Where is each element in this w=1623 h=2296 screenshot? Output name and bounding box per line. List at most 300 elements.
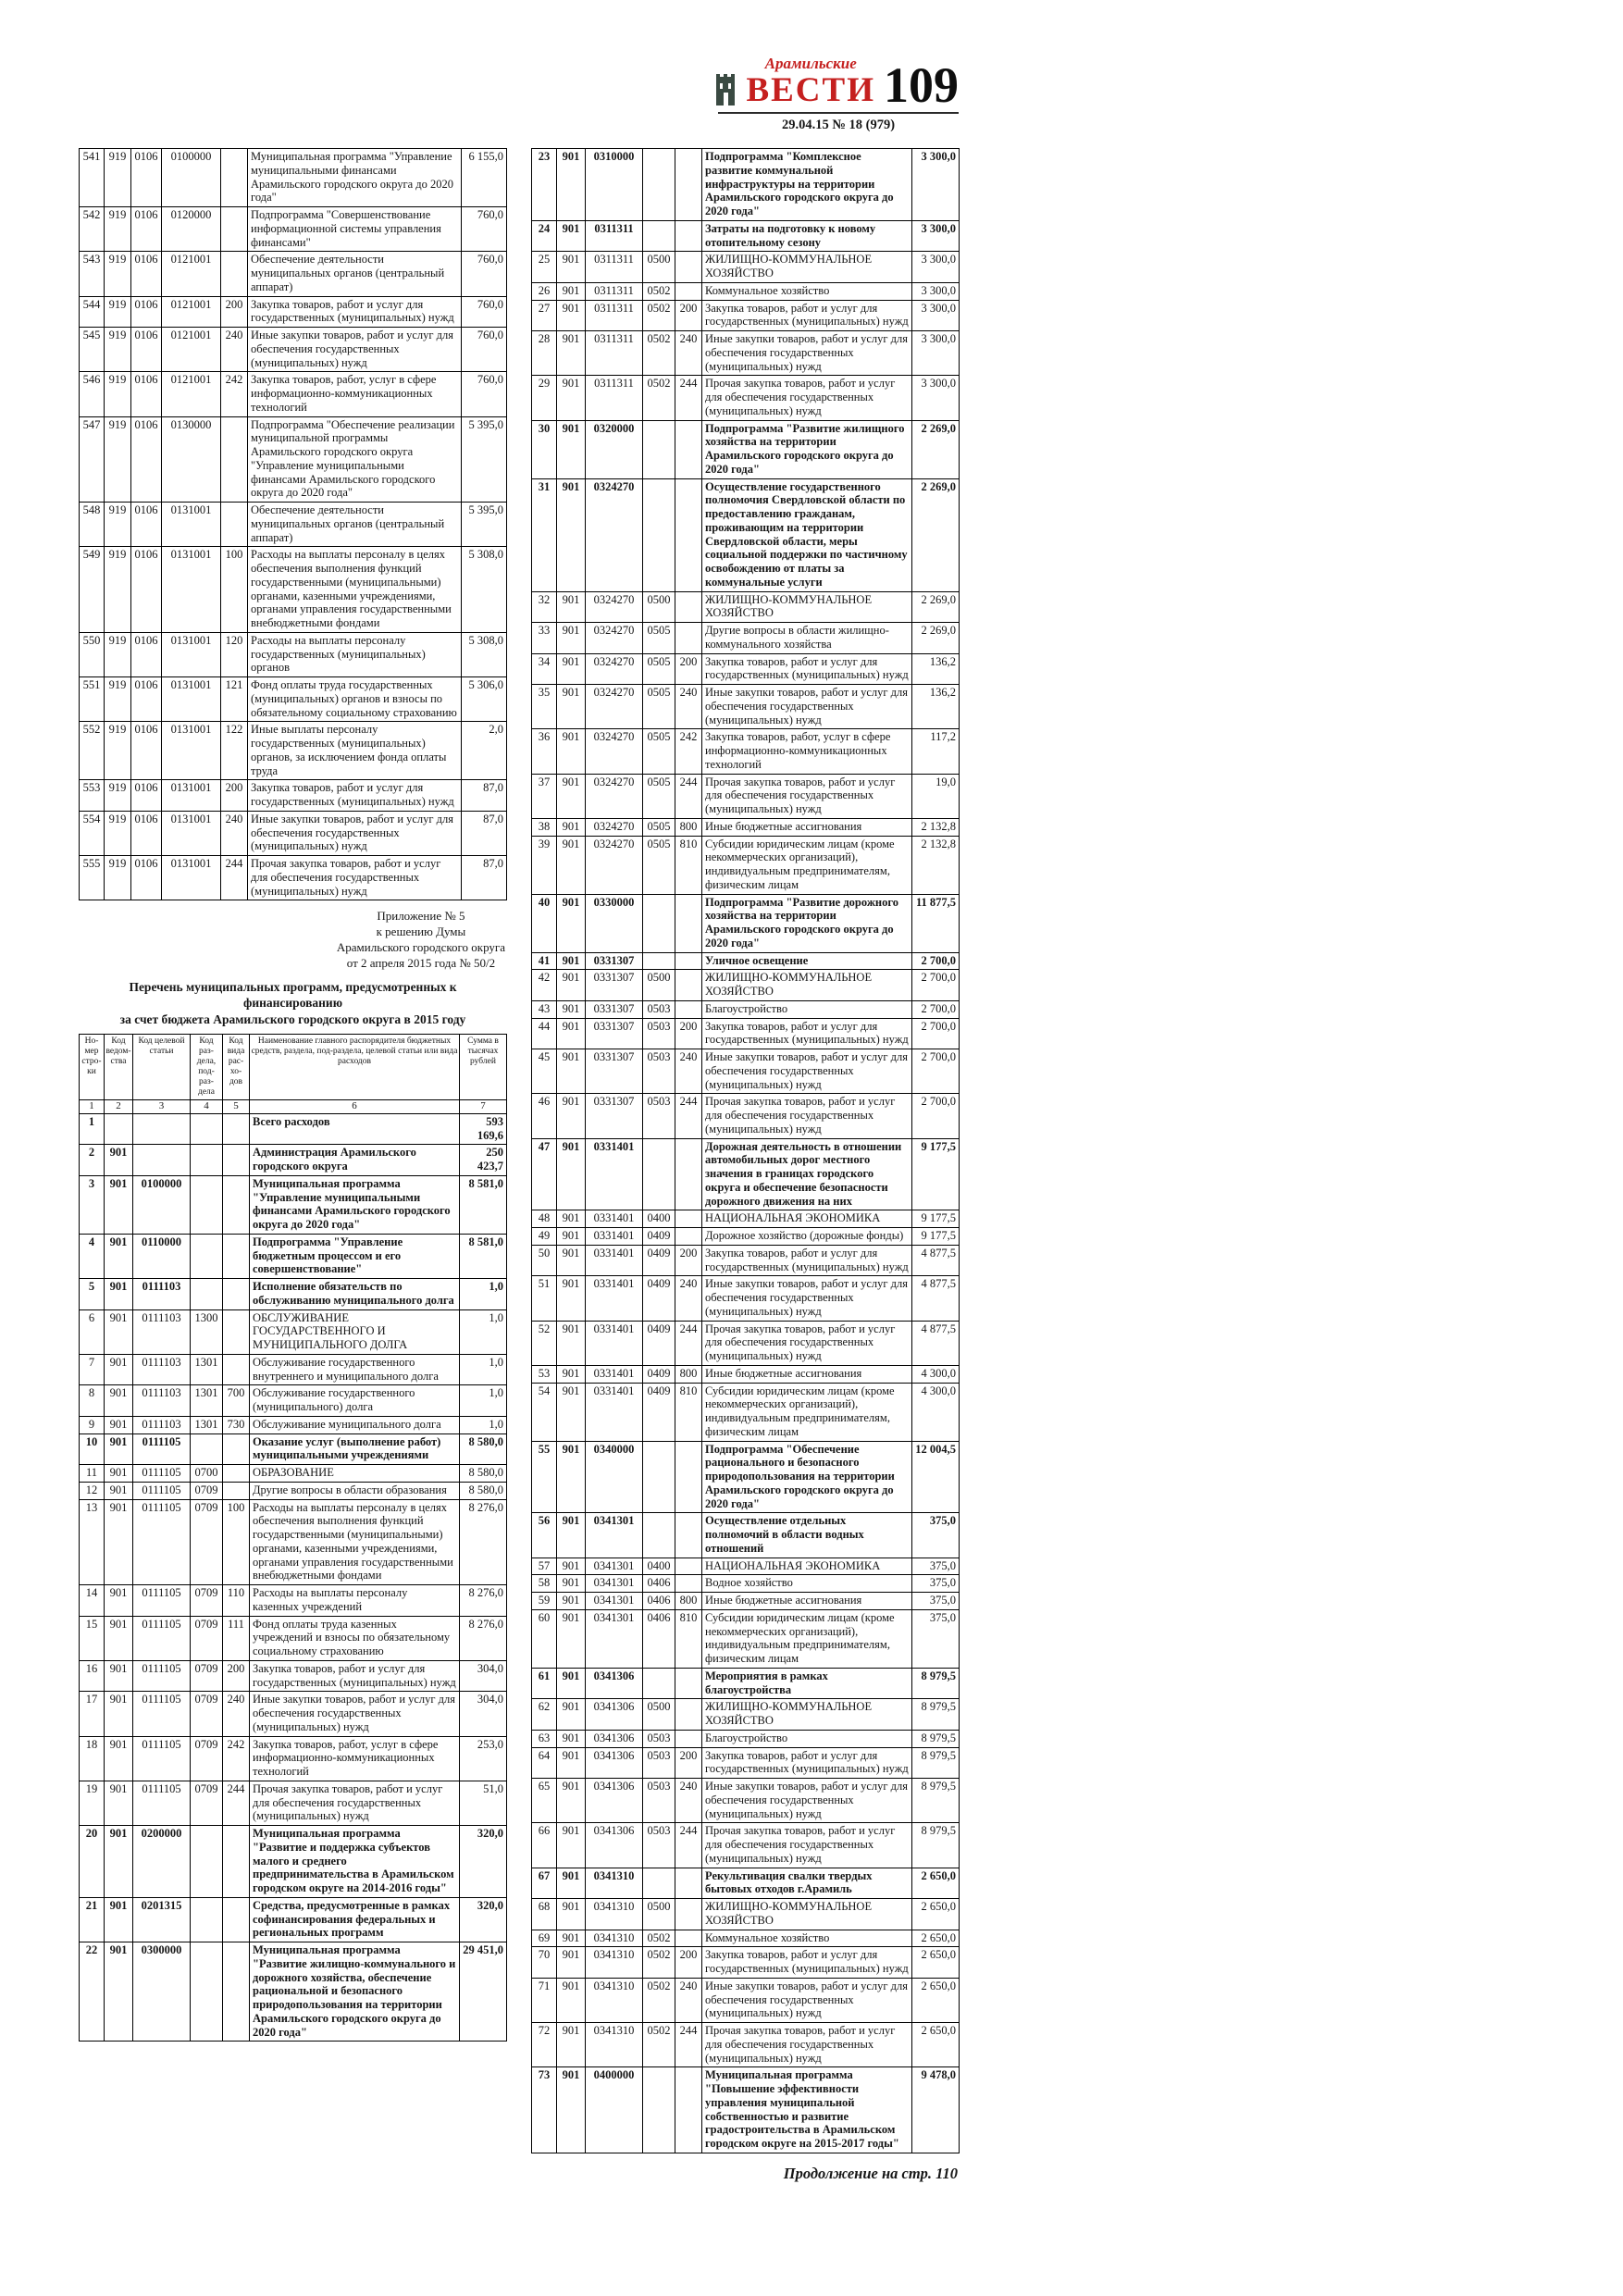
table-row	[532, 1668, 960, 1699]
column-header-department: Код ведом-ства	[105, 1035, 133, 1100]
target-item-code-cell: 0120000	[162, 207, 221, 252]
target-item-code-cell: 0111105	[133, 1781, 191, 1825]
amount-cell: 2 269,0	[912, 591, 960, 623]
department-code-cell: 901	[105, 1482, 133, 1499]
department-code-cell: 901	[557, 685, 586, 729]
row-number-cell: 63	[532, 1730, 557, 1747]
table-row	[532, 1558, 960, 1575]
expense-type-code-cell	[223, 1145, 250, 1176]
expense-type-code-cell: 244	[675, 2023, 702, 2067]
name-cell: НАЦИОНАЛЬНАЯ ЭКОНОМИКА	[702, 1210, 912, 1228]
table-row	[532, 1441, 960, 1513]
target-item-code-cell: 0311311	[586, 331, 643, 376]
section-code-cell	[191, 1897, 223, 1942]
target-item-code-cell: 0131001	[162, 632, 221, 676]
department-code-cell: 901	[557, 252, 586, 283]
row-number-cell: 55	[532, 1441, 557, 1513]
amount-cell: 760,0	[462, 328, 507, 372]
row-number-cell: 3	[80, 1175, 105, 1234]
row-number-cell: 17	[80, 1692, 105, 1736]
table-row	[532, 836, 960, 894]
department-code-cell: 919	[105, 372, 131, 416]
target-item-code-cell: 0111103	[133, 1354, 191, 1385]
table-row	[532, 1747, 960, 1779]
expense-type-code-cell: 810	[675, 1383, 702, 1441]
name-cell: Субсидии юридическим лицам (кроме некоммерческих организаций), индивидуальным предпринимателям, физическим лицам	[702, 1609, 912, 1668]
name-cell: Благоустройство	[702, 1000, 912, 1018]
name-cell: Средства, предусмотренные в рамках софинансирования федеральных и региональных программ	[250, 1897, 460, 1942]
target-item-code-cell: 0311311	[586, 220, 643, 252]
column-number: 7	[460, 1099, 507, 1113]
table-row	[80, 416, 507, 503]
section-code-cell: 1300	[191, 1309, 223, 1354]
expense-type-code-cell: 244	[675, 1823, 702, 1868]
department-code-cell: 901	[557, 836, 586, 894]
table-row	[532, 1930, 960, 1947]
table-row	[532, 591, 960, 623]
table-row	[80, 1826, 507, 1898]
name-cell: Закупка товаров, работ, услуг в сфере информационно-коммуникационных технологий	[248, 372, 462, 416]
target-item-code-cell: 0341301	[586, 1593, 643, 1610]
name-cell: Иные закупки товаров, работ и услуг для обеспечения государственных (муниципальных) нужд	[702, 1779, 912, 1823]
department-code-cell: 919	[105, 416, 131, 503]
section-code-cell: 0709	[191, 1692, 223, 1736]
brand-row	[718, 55, 959, 114]
table-row	[532, 1699, 960, 1731]
table-row	[80, 1279, 507, 1310]
section-code-cell	[643, 478, 675, 591]
expense-type-code-cell	[223, 1897, 250, 1942]
section-code-cell: 0400	[643, 1210, 675, 1228]
amount-cell: 8 979,5	[912, 1823, 960, 1868]
name-cell: Закупка товаров, работ и услуг для государственных (муниципальных) нужд	[702, 300, 912, 331]
row-number-cell: 554	[80, 811, 105, 855]
expense-type-code-cell	[675, 1441, 702, 1513]
department-code-cell: 901	[557, 1747, 586, 1779]
name-cell: Прочая закупка товаров, работ и услуг для обеспечения государственных (муниципальных) нужд	[702, 1321, 912, 1365]
name-cell: Иные бюджетные ассигнования	[702, 818, 912, 836]
row-number-cell: 41	[532, 952, 557, 970]
department-code-cell: 901	[557, 1978, 586, 2022]
expense-type-code-cell	[221, 207, 248, 252]
expense-type-code-cell	[223, 1354, 250, 1385]
expense-type-code-cell	[675, 220, 702, 252]
section-code-cell	[643, 894, 675, 952]
amount-cell: 1,0	[460, 1354, 507, 1385]
section-code-cell: 0502	[643, 2023, 675, 2067]
amount-cell: 4 877,5	[912, 1321, 960, 1365]
row-number-cell: 50	[532, 1245, 557, 1276]
section-title	[79, 979, 507, 1028]
expense-type-code-cell: 800	[675, 1593, 702, 1610]
expense-type-code-cell	[675, 478, 702, 591]
amount-cell: 4 300,0	[912, 1383, 960, 1441]
section-code-cell	[643, 220, 675, 252]
appendix-line: к решению Думы	[376, 925, 466, 939]
amount-cell: 5 395,0	[462, 416, 507, 503]
row-number-cell: 36	[532, 729, 557, 774]
table-row	[80, 1616, 507, 1660]
expense-type-code-cell: 240	[223, 1692, 250, 1736]
target-item-code-cell	[133, 1113, 191, 1145]
expense-type-code-cell: 200	[675, 1747, 702, 1779]
table-row	[80, 372, 507, 416]
target-item-code-cell: 0331401	[586, 1210, 643, 1228]
amount-cell: 2 650,0	[912, 2023, 960, 2067]
table-row	[80, 1113, 507, 1145]
target-item-code-cell: 0341310	[586, 1978, 643, 2022]
table-row	[80, 856, 507, 900]
table-row	[532, 1593, 960, 1610]
target-item-code-cell	[133, 1145, 191, 1176]
appendix-line: Арамильского городского округа	[336, 940, 505, 955]
amount-cell: 375,0	[912, 1558, 960, 1575]
amount-cell: 2 700,0	[912, 1000, 960, 1018]
row-number-cell: 9	[80, 1416, 105, 1433]
name-cell: Осуществление государственного полномочия Свердловской области по предоставлению гражданам, проживающим на территории Свердловской области, меры социальной поддержки по частичному освобождению от платы за коммунальные услуги	[702, 478, 912, 591]
expense-type-code-cell: 200	[675, 300, 702, 331]
table-row	[80, 1309, 507, 1354]
table-row	[80, 207, 507, 252]
section-code-cell	[643, 1441, 675, 1513]
name-cell: Иные закупки товаров, работ и услуг для обеспечения государственных (муниципальных) нужд	[248, 328, 462, 372]
amount-cell: 760,0	[462, 372, 507, 416]
section-code-cell	[191, 1942, 223, 2042]
name-cell: Иные выплаты персоналу государственных (муниципальных) органов, за исключением фонда оплаты труда	[248, 722, 462, 780]
row-number-cell: 12	[80, 1482, 105, 1499]
target-item-code-cell: 0121001	[162, 252, 221, 296]
table-row	[80, 503, 507, 547]
brand-text	[746, 56, 875, 107]
page-columns	[79, 148, 960, 2183]
table-row	[532, 1138, 960, 1210]
department-code-cell: 919	[105, 252, 131, 296]
name-cell: Закупка товаров, работ и услуг для государственных (муниципальных) нужд	[248, 296, 462, 328]
target-item-code-cell: 0341310	[586, 2023, 643, 2067]
target-item-code-cell: 0341301	[586, 1558, 643, 1575]
expense-type-code-cell: 200	[675, 1947, 702, 1979]
programs-table-right	[531, 148, 960, 2153]
target-item-code-cell: 0324270	[586, 623, 643, 654]
section-code-cell	[191, 1279, 223, 1310]
department-code-cell	[105, 1113, 133, 1145]
row-number-cell: 541	[80, 149, 105, 207]
section-code-cell: 0503	[643, 1823, 675, 1868]
target-item-code-cell: 0331307	[586, 1000, 643, 1018]
row-number-cell: 54	[532, 1383, 557, 1441]
table-row	[532, 1779, 960, 1823]
row-number-cell: 547	[80, 416, 105, 503]
department-code-cell: 901	[557, 2023, 586, 2067]
department-code-cell: 901	[557, 1138, 586, 1210]
name-cell: Подпрограмма "Обеспечение реализации муниципальной программы Арамильского городского округа "Управление муниципальными финансами Арамильского городского округа до 2020 года"	[248, 416, 462, 503]
department-code-cell: 919	[105, 856, 131, 900]
name-cell: Иные закупки товаров, работ и услуг для обеспечения государственных (муниципальных) нужд	[702, 1049, 912, 1094]
section-code-cell: 0500	[643, 970, 675, 1001]
target-item-code-cell: 0100000	[133, 1175, 191, 1234]
amount-cell: 2 700,0	[912, 952, 960, 970]
expense-type-code-cell	[223, 1309, 250, 1354]
table-row	[532, 1276, 960, 1321]
target-item-code-cell: 0311311	[586, 376, 643, 420]
department-code-cell: 901	[557, 818, 586, 836]
section-code-cell: 0106	[131, 856, 162, 900]
row-number-cell: 65	[532, 1779, 557, 1823]
department-code-cell: 919	[105, 677, 131, 722]
row-number-cell: 552	[80, 722, 105, 780]
department-code-cell: 901	[557, 1593, 586, 1610]
row-number-cell: 59	[532, 1593, 557, 1610]
amount-cell: 760,0	[462, 207, 507, 252]
name-cell: ЖИЛИЩНО-КОММУНАЛЬНОЕ ХОЗЯЙСТВО	[702, 1699, 912, 1731]
department-code-cell: 901	[557, 149, 586, 221]
section-code-cell: 0400	[643, 1558, 675, 1575]
target-item-code-cell: 0111103	[133, 1385, 191, 1417]
department-code-cell: 901	[557, 478, 586, 591]
name-cell: Рекультивация свалки твердых бытовых отходов г.Арамиль	[702, 1868, 912, 1899]
target-item-code-cell: 0324270	[586, 653, 643, 685]
amount-cell: 5 308,0	[462, 547, 507, 633]
row-number-cell: 56	[532, 1513, 557, 1558]
name-cell: Закупка товаров, работ и услуг для государственных (муниципальных) нужд	[702, 1747, 912, 1779]
target-item-code-cell: 0311311	[586, 282, 643, 300]
department-code-cell: 901	[557, 376, 586, 420]
name-cell: Обслуживание государственного (муниципального) долга	[250, 1385, 460, 1417]
table-row	[532, 1513, 960, 1558]
target-item-code-cell: 0111105	[133, 1499, 191, 1585]
section-code-cell: 0500	[643, 252, 675, 283]
amount-cell: 8 580,0	[460, 1433, 507, 1465]
programs-table-left	[79, 1034, 507, 2042]
section-code-cell: 0505	[643, 774, 675, 818]
section-code-cell: 0505	[643, 685, 675, 729]
target-item-code-cell: 0341306	[586, 1747, 643, 1779]
amount-cell: 4 877,5	[912, 1276, 960, 1321]
section-code-cell: 0505	[643, 653, 675, 685]
department-code-cell: 901	[557, 1930, 586, 1947]
target-item-code-cell: 0341301	[586, 1513, 643, 1558]
department-code-cell: 901	[557, 300, 586, 331]
brand-name-label: ВЕСТИ	[746, 71, 875, 109]
amount-cell: 8 581,0	[460, 1234, 507, 1278]
department-code-cell: 901	[105, 1826, 133, 1898]
expense-type-code-cell	[223, 1465, 250, 1483]
table-row	[532, 376, 960, 420]
target-item-code-cell: 0201315	[133, 1897, 191, 1942]
expense-type-code-cell	[223, 1113, 250, 1145]
row-number-cell: 26	[532, 282, 557, 300]
target-item-code-cell: 0341301	[586, 1609, 643, 1668]
department-code-cell: 919	[105, 811, 131, 855]
amount-cell: 2 650,0	[912, 1978, 960, 2022]
table-row	[532, 149, 960, 221]
section-code-cell: 0502	[643, 1947, 675, 1979]
amount-cell: 2 650,0	[912, 1868, 960, 1899]
name-cell: Другие вопросы в области образования	[250, 1482, 460, 1499]
section-code-cell: 0709	[191, 1736, 223, 1781]
section-code-cell: 0500	[643, 591, 675, 623]
target-item-code-cell: 0311311	[586, 300, 643, 331]
department-code-cell: 919	[105, 296, 131, 328]
expense-type-code-cell: 800	[675, 1365, 702, 1383]
name-cell: ЖИЛИЩНО-КОММУНАЛЬНОЕ ХОЗЯЙСТВО	[702, 252, 912, 283]
row-number-cell: 67	[532, 1868, 557, 1899]
name-cell: Закупка товаров, работ и услуг для государственных (муниципальных) нужд	[248, 780, 462, 812]
target-item-code-cell: 0111103	[133, 1309, 191, 1354]
target-item-code-cell: 0331401	[586, 1138, 643, 1210]
section-code-cell	[643, 149, 675, 221]
section-code-cell: 0106	[131, 252, 162, 296]
name-cell: Закупка товаров, работ и услуг для государственных (муниципальных) нужд	[250, 1660, 460, 1692]
row-number-cell: 60	[532, 1609, 557, 1668]
target-item-code-cell: 0331401	[586, 1245, 643, 1276]
name-cell: ЖИЛИЩНО-КОММУНАЛЬНОЕ ХОЗЯЙСТВО	[702, 970, 912, 1001]
section-code-cell: 0709	[191, 1616, 223, 1660]
target-item-code-cell: 0131001	[162, 547, 221, 633]
name-cell: Подпрограмма "Развитие дорожного хозяйства на территории Арамильского городского округа до 2020 года"	[702, 894, 912, 952]
target-item-code-cell: 0341301	[586, 1575, 643, 1593]
expense-type-code-cell: 240	[675, 1779, 702, 1823]
section-code-cell: 0700	[191, 1465, 223, 1483]
row-number-cell: 23	[532, 149, 557, 221]
row-number-cell: 72	[532, 2023, 557, 2067]
amount-cell: 375,0	[912, 1513, 960, 1558]
row-number-cell: 29	[532, 376, 557, 420]
department-code-cell: 901	[105, 1309, 133, 1354]
name-cell: ОБРАЗОВАНИЕ	[250, 1465, 460, 1483]
section-code-cell	[191, 1234, 223, 1278]
left-column	[79, 148, 507, 2042]
amount-cell: 3 300,0	[912, 252, 960, 283]
department-code-cell: 901	[105, 1660, 133, 1692]
section-code-cell: 0106	[131, 811, 162, 855]
target-item-code-cell: 0131001	[162, 811, 221, 855]
target-item-code-cell: 0341306	[586, 1823, 643, 1868]
amount-cell: 3 300,0	[912, 300, 960, 331]
amount-cell: 304,0	[460, 1660, 507, 1692]
row-number-cell: 66	[532, 1823, 557, 1868]
expense-type-code-cell: 121	[221, 677, 248, 722]
expense-type-code-cell	[221, 149, 248, 207]
name-cell: ОБСЛУЖИВАНИЕ ГОСУДАРСТВЕННОГО И МУНИЦИПАЛЬНОГО ДОЛГА	[250, 1309, 460, 1354]
department-code-cell: 901	[557, 774, 586, 818]
name-cell: Дорожное хозяйство (дорожные фонды)	[702, 1228, 912, 1246]
expense-type-code-cell	[675, 1575, 702, 1593]
amount-cell: 2 700,0	[912, 970, 960, 1001]
target-item-code-cell: 0111105	[133, 1585, 191, 1617]
expense-type-code-cell: 110	[223, 1585, 250, 1617]
row-number-cell: 542	[80, 207, 105, 252]
target-item-code-cell: 0131001	[162, 677, 221, 722]
expense-type-code-cell	[675, 1000, 702, 1018]
name-cell: ЖИЛИЩНО-КОММУНАЛЬНОЕ ХОЗЯЙСТВО	[702, 1899, 912, 1930]
amount-cell: 2 650,0	[912, 1899, 960, 1930]
department-code-cell: 901	[557, 331, 586, 376]
row-number-cell: 11	[80, 1465, 105, 1483]
section-code-cell: 0500	[643, 1899, 675, 1930]
row-number-cell: 43	[532, 1000, 557, 1018]
section-code-cell	[643, 952, 675, 970]
row-number-cell: 16	[80, 1660, 105, 1692]
section-code-cell: 0106	[131, 780, 162, 812]
target-item-code-cell: 0400000	[586, 2067, 643, 2153]
row-number-cell: 4	[80, 1234, 105, 1278]
expense-type-code-cell: 700	[223, 1385, 250, 1417]
table-row	[532, 1868, 960, 1899]
target-item-code-cell: 0330000	[586, 894, 643, 952]
department-code-cell: 919	[105, 328, 131, 372]
target-item-code-cell: 0331307	[586, 1049, 643, 1094]
section-code-cell: 1301	[191, 1354, 223, 1385]
target-item-code-cell: 0331401	[586, 1321, 643, 1365]
department-code-cell: 901	[105, 1354, 133, 1385]
section-code-cell: 0106	[131, 149, 162, 207]
name-cell: Иные закупки товаров, работ и услуг для обеспечения государственных (муниципальных) нужд	[702, 1978, 912, 2022]
table-row	[532, 1000, 960, 1018]
department-code-cell: 919	[105, 547, 131, 633]
target-item-code-cell: 0324270	[586, 774, 643, 818]
row-number-cell: 546	[80, 372, 105, 416]
target-item-code-cell: 0331401	[586, 1228, 643, 1246]
right-column	[531, 148, 960, 2183]
table-row	[532, 1321, 960, 1365]
name-cell: Затраты на подготовку к новому отопительному сезону	[702, 220, 912, 252]
department-code-cell: 901	[557, 420, 586, 478]
department-code-cell: 901	[105, 1781, 133, 1825]
name-cell: Прочая закупка товаров, работ и услуг для обеспечения государственных (муниципальных) нужд	[702, 2023, 912, 2067]
expense-type-code-cell	[675, 1930, 702, 1947]
target-item-code-cell: 0341310	[586, 1930, 643, 1947]
row-number-cell: 31	[532, 478, 557, 591]
brand-top-label: Арамильские	[764, 55, 857, 72]
table-row	[532, 818, 960, 836]
amount-cell: 136,2	[912, 653, 960, 685]
table-row	[532, 1210, 960, 1228]
expense-type-code-cell: 242	[675, 729, 702, 774]
department-code-cell: 901	[557, 1868, 586, 1899]
target-item-code-cell: 0200000	[133, 1826, 191, 1898]
amount-cell: 5 395,0	[462, 503, 507, 547]
department-code-cell: 901	[557, 1383, 586, 1441]
expense-type-code-cell: 200	[675, 1018, 702, 1049]
name-cell: Подпрограмма "Комплексное развитие коммунальной инфраструктуры на территории Арамильского городского округа до 2020 года"	[702, 149, 912, 221]
expense-type-code-cell	[675, 1513, 702, 1558]
department-code-cell: 901	[557, 1049, 586, 1094]
table-row	[532, 952, 960, 970]
row-number-cell: 32	[532, 591, 557, 623]
table-row	[80, 149, 507, 207]
row-number-cell: 22	[80, 1942, 105, 2042]
expense-type-code-cell	[675, 894, 702, 952]
section-code-cell	[643, 2067, 675, 2153]
table-row	[532, 1730, 960, 1747]
row-number-cell: 550	[80, 632, 105, 676]
name-cell: Иные бюджетные ассигнования	[702, 1365, 912, 1383]
name-cell: Иные закупки товаров, работ и услуг для обеспечения государственных (муниципальных) нужд	[250, 1692, 460, 1736]
table-row	[532, 1049, 960, 1094]
row-number-cell: 69	[532, 1930, 557, 1947]
appendix-line: от 2 апреля 2015 года № 50/2	[346, 955, 496, 970]
table-row	[532, 331, 960, 376]
name-cell: Закупка товаров, работ и услуг для государственных (муниципальных) нужд	[702, 1018, 912, 1049]
name-cell: Другие вопросы в области жилищно-коммунального хозяйства	[702, 623, 912, 654]
table-row	[532, 478, 960, 591]
expense-type-code-cell: 244	[675, 1321, 702, 1365]
table-row	[80, 328, 507, 372]
expense-type-code-cell: 810	[675, 836, 702, 894]
department-code-cell: 901	[557, 1000, 586, 1018]
row-number-cell: 61	[532, 1668, 557, 1699]
